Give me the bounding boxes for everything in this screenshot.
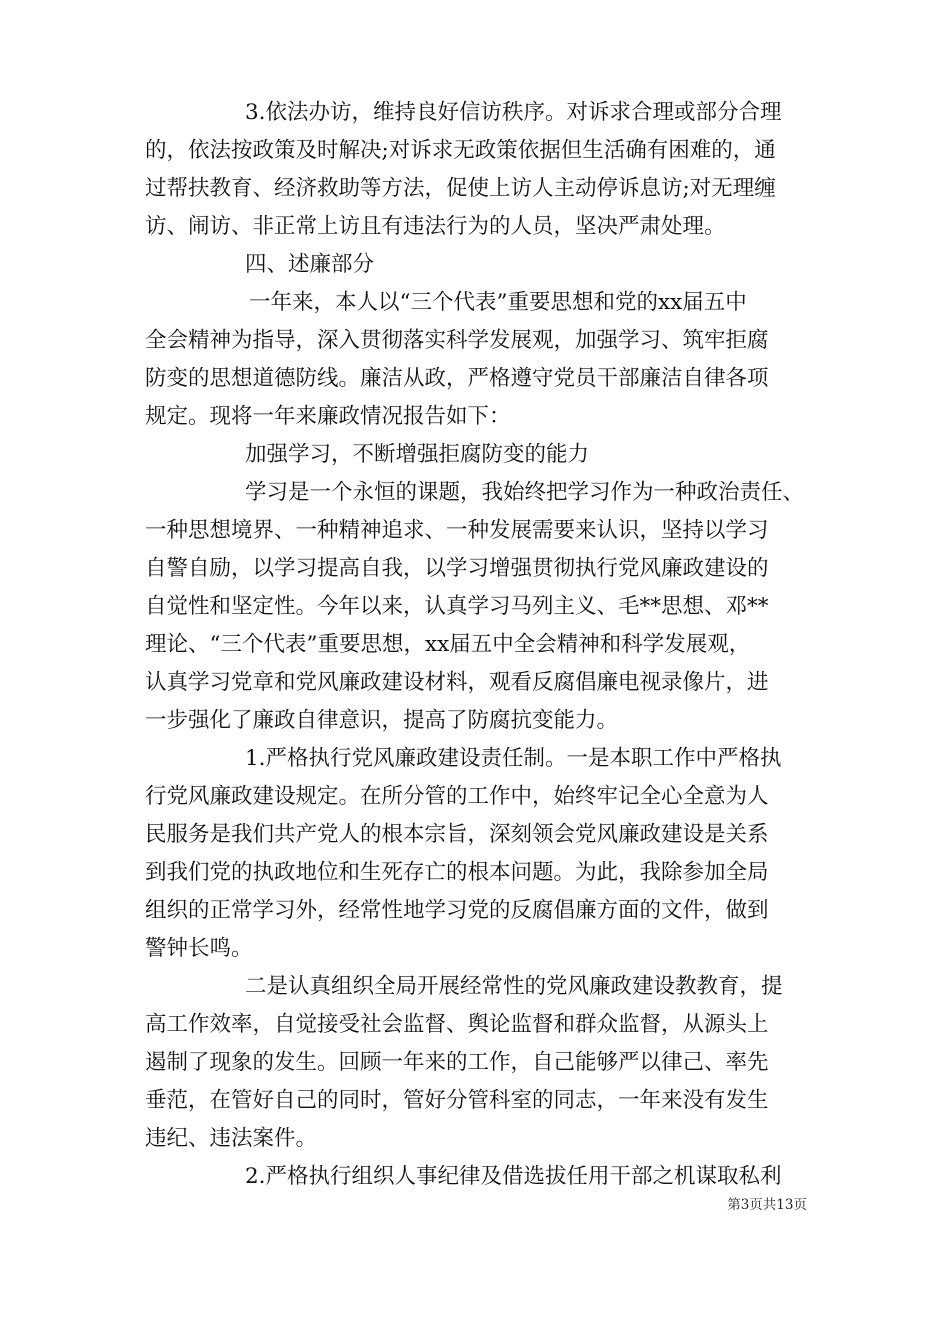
text-line: 防变的思想道德防线。廉洁从政，严格遵守党员干部廉洁自律各项 xyxy=(145,366,769,391)
text-line: 垂范，在管好自己的同时，管好分管科室的同志，一年来没有发生 xyxy=(145,1088,769,1113)
section-heading: 四、述廉部分 xyxy=(245,252,375,277)
text-line: 的，依法按政策及时解决;对诉求无政策依据但生活确有困难的，通 xyxy=(145,138,776,163)
text-line: 民服务是我们共产党人的根本宗旨，深刻领会党风廉政建设是关系 xyxy=(145,822,769,847)
text-line: 3.依法办访，维持良好信访秩序。对诉求合理或部分合理 xyxy=(245,100,782,125)
text-line: 全会精神为指导，深入贯彻落实科学发展观，加强学习、筑牢拒腐 xyxy=(145,328,769,353)
text-line: 理论、“三个代表”重要思想，xx届五中全会精神和科学发展观， xyxy=(145,632,751,657)
text-line: 规定。现将一年来廉政情况报告如下： xyxy=(145,404,511,429)
text-line: 自警自励，以学习提高自我，以学习增强贯彻执行党风廉政建设的 xyxy=(145,556,769,581)
subsection-heading: 加强学习，不断增强拒腐防变的能力 xyxy=(245,442,590,467)
text-line: 过帮扶教育、经济救助等方法，促使上访人主动停诉息访;对无理缠 xyxy=(145,176,776,201)
text-line: 一种思想境界、一种精神追求、一种发展需要来认识，坚持以学习 xyxy=(145,518,769,543)
text-line: 二是认真组织全局开展经常性的党风廉政建设教教育，提 xyxy=(245,974,783,999)
text-line: 一年来，本人以“三个代表”重要思想和党的xx届五中 xyxy=(249,290,747,315)
text-line: 组织的正常学习外，经常性地学习党的反腐倡廉方面的文件，做到 xyxy=(145,898,769,923)
text-line: 遏制了现象的发生。回顾一年来的工作，自己能够严以律己、率先 xyxy=(145,1050,769,1075)
text-line: 访、闹访、非正常上访且有违法行为的人员，坚决严肃处理。 xyxy=(145,214,726,239)
page-number: 第3页共13页 xyxy=(727,1197,807,1213)
text-line: 高工作效率，自觉接受社会监督、舆论监督和群众监督，从源头上 xyxy=(145,1012,769,1037)
text-line: 2.严格执行组织人事纪律及借选拔任用干部之机谋取私利 xyxy=(245,1164,782,1189)
text-line: 1.严格执行党风廉政建设责任制。一是本职工作中严格执 xyxy=(245,746,782,771)
text-line: 警钟长鸣。 xyxy=(145,936,253,961)
text-line: 自觉性和坚定性。今年以来，认真学习马列主义、毛**思想、邓** xyxy=(145,594,769,619)
text-line: 行党风廉政建设规定。在所分管的工作中，始终牢记全心全意为人 xyxy=(145,784,769,809)
text-line: 到我们党的执政地位和生死存亡的根本问题。为此，我除参加全局 xyxy=(145,860,769,885)
text-line: 认真学习党章和党风廉政建设材料，观看反腐倡廉电视录像片，进 xyxy=(145,670,769,695)
text-line: 一步强化了廉政自律意识，提高了防腐抗变能力。 xyxy=(145,708,619,733)
text-line: 违纪、违法案件。 xyxy=(145,1126,318,1151)
text-line: 学习是一个永恒的课题，我始终把学习作为一种政治责任、 xyxy=(245,480,805,505)
